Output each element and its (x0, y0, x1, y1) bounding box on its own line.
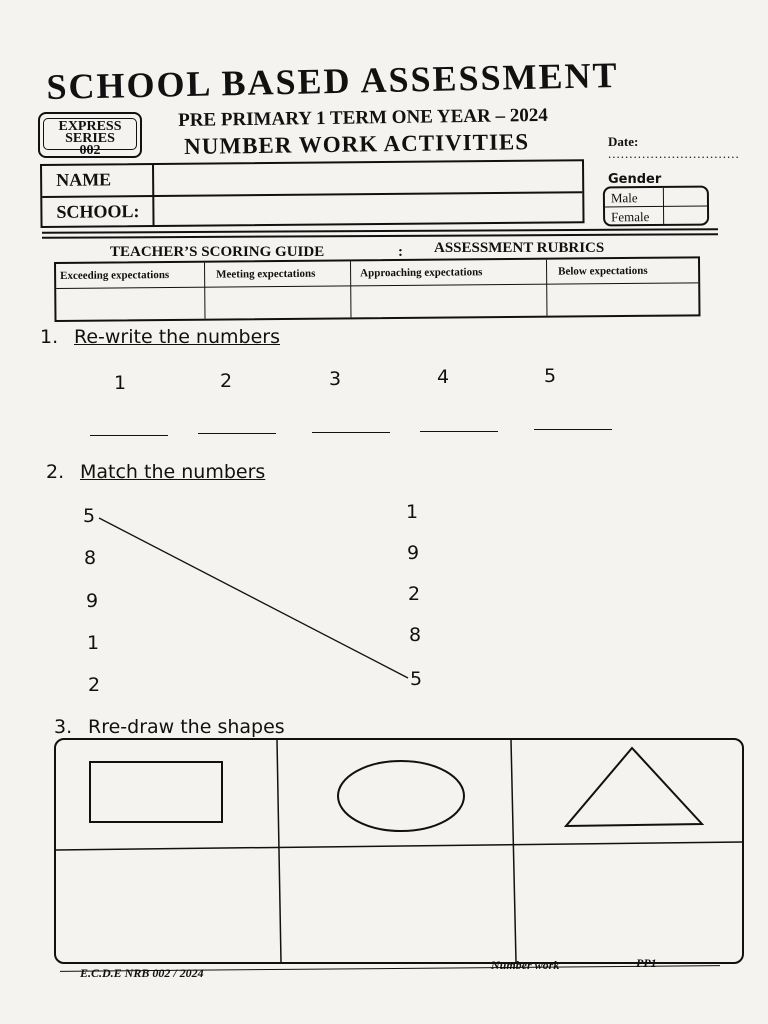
match-right-number[interactable]: 5 (410, 668, 423, 690)
question-3 (54, 716, 285, 738)
logo-text-3: 002 (79, 143, 101, 158)
rubrics-label: ASSESSMENT RUBRICS (434, 240, 605, 256)
match-left-number[interactable]: 9 (86, 590, 99, 612)
name-label: NAME (56, 169, 112, 190)
footer-subject: Number work (491, 958, 560, 972)
question-number: 1. (40, 326, 59, 348)
number-to-copy: 5 (544, 365, 557, 387)
question-number: 2. (46, 461, 65, 483)
rubric-header: Below expectations (558, 264, 648, 278)
number-to-copy: 3 (329, 368, 342, 390)
number-to-copy: 2 (220, 370, 233, 392)
match-left-number[interactable]: 2 (88, 674, 101, 696)
footer-code: E.C.D.E NRB 002 / 2024 (80, 966, 204, 980)
subject-subtitle: NUMBER WORK ACTIVITIES (184, 129, 530, 159)
scoring-guide-label: TEACHER’S SCORING GUIDE (110, 244, 325, 260)
page-title: SCHOOL BASED ASSESSMENT (46, 55, 619, 107)
shapes-table (54, 738, 744, 964)
triangle-shape (566, 748, 702, 826)
separator: : (398, 244, 403, 260)
school-label: SCHOOL: (56, 201, 140, 222)
question-number: 3. (54, 716, 73, 738)
date-label: Date: (608, 134, 639, 149)
oval-shape (338, 761, 464, 831)
match-right-number[interactable]: 8 (409, 624, 422, 646)
rubric-header: Meeting expectations (216, 267, 316, 281)
gender-female[interactable]: Female (611, 209, 650, 225)
number-to-copy: 1 (114, 372, 127, 394)
logo-text-2: SERIES (65, 131, 115, 146)
match-right-number[interactable]: 9 (407, 542, 420, 564)
match-right-number[interactable]: 2 (408, 583, 421, 605)
footer-class: PP1 (636, 956, 657, 970)
match-left-number[interactable]: 8 (84, 547, 97, 569)
question-text: Match the numbers (80, 461, 266, 483)
date-field[interactable]: ............................... (608, 146, 740, 161)
match-left-number[interactable]: 1 (87, 632, 100, 654)
class-term-subtitle: PRE PRIMARY 1 TERM ONE YEAR – 2024 (178, 104, 548, 131)
model-shapes (56, 740, 742, 962)
gender-male[interactable]: Male (610, 190, 638, 206)
rectangle-shape (90, 762, 222, 822)
match-left-number[interactable]: 5 (83, 505, 96, 527)
rubric-header: Approaching expectations (360, 266, 483, 280)
number-to-copy: 4 (437, 366, 450, 388)
gender-label: Gender (608, 172, 662, 187)
question-text: Rre-draw the shapes (88, 716, 285, 738)
rubric-header: Exceeding expectations (60, 268, 170, 282)
question-text: Re-write the numbers (74, 326, 280, 348)
logo-text-1: EXPRESS (58, 119, 122, 134)
match-right-number[interactable]: 1 (406, 501, 419, 523)
